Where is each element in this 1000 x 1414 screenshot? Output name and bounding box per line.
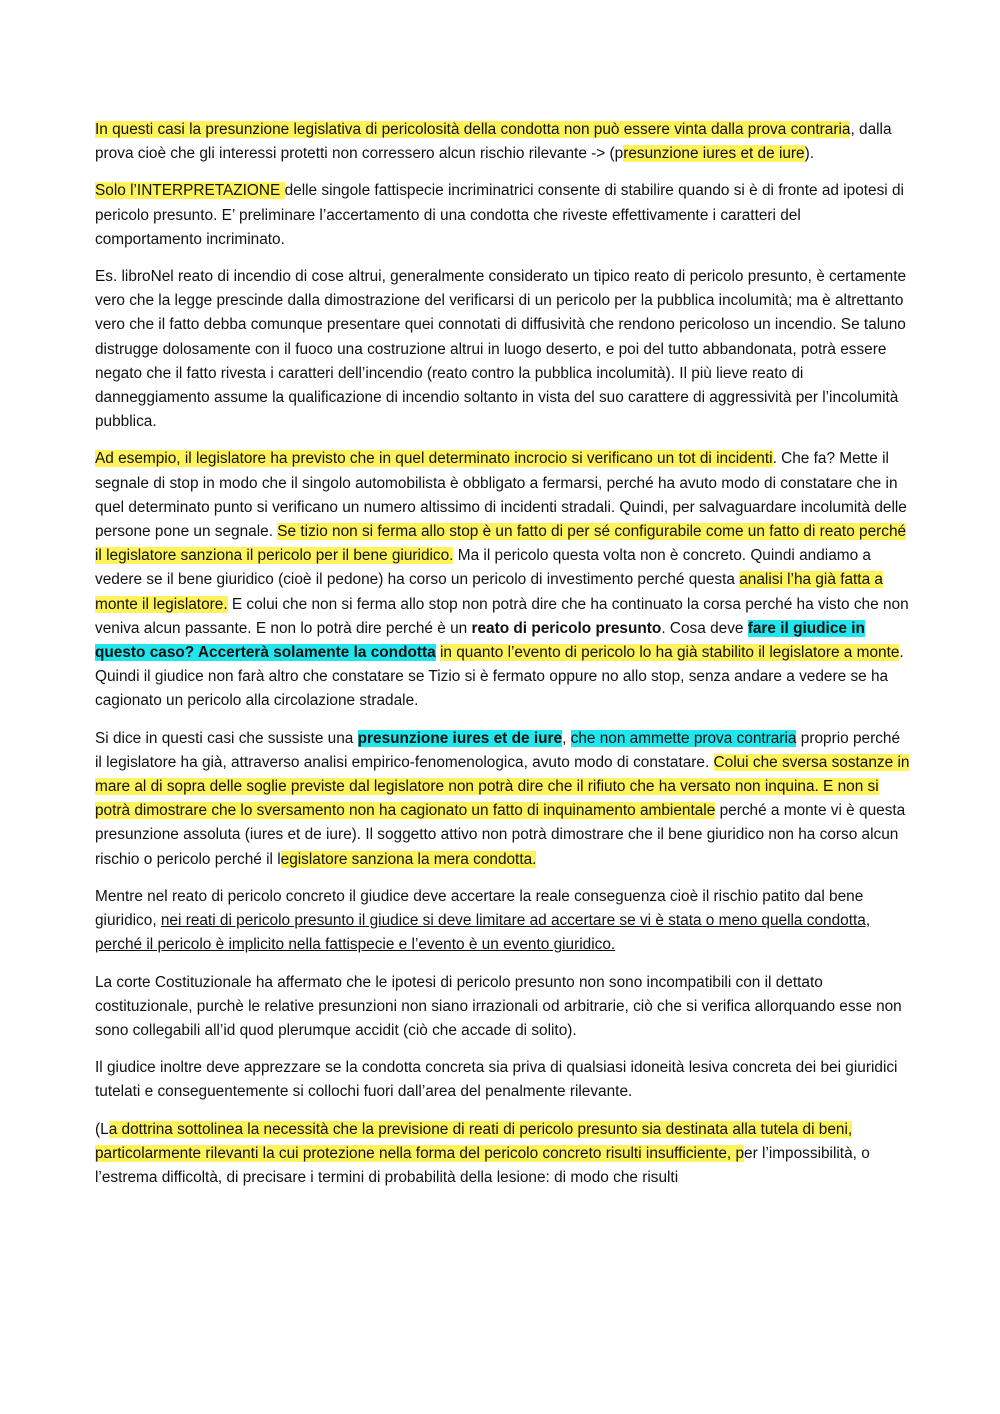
text-run: proprio perché il legislatore ha già, attraverso analisi empirico-fenomenologica, avuto modo di constatare. [95,729,901,771]
text-run: Solo l’INTERPRETAZIONE [95,182,285,200]
text-run: analisi l’ha già fatta a monte il legislatore. [95,571,883,613]
text-run: La corte Costituzionale ha affermato che le ipotesi di pericolo presunto non sono incompatibili con il dettato costituzionale, purchè le relative presunzioni non siano irrazionali od arbitrarie, ciò che si verifica allorquando esse non sono collegabili all’id quod plerumque accidit (ciò che accade di solito). [95,973,902,1039]
text-run: . Cosa deve [661,619,748,637]
text-run: che non ammette prova contraria [570,729,797,747]
text-run: fare il giudice in questo caso? Accerterà solamente la condotta [95,619,865,662]
text-run: in quanto l’evento di pericolo lo ha già stabilito il legislatore a monte [439,644,900,662]
text-run: Mentre nel reato di pericolo concreto il giudice deve accertare la reale conseguenza cioè il rischio patito dal bene giuridico, [95,887,864,930]
paragraph-pericolo-concreto [95,885,910,958]
text-run: presunzione iures et de iure [357,729,563,747]
text-run: Ad esempio, il legislatore ha previsto che in quel determinato incrocio si verificano un tot di incidenti [95,450,773,468]
paragraph-presunzione-assoluta [95,727,910,872]
paragraph-giudice [95,1056,910,1104]
text-run: (L [95,1120,109,1138]
text-run: Colui che sversa sostanze in mare al di sopra delle soglie previste dal legislatore non potrà dire che il rifiuto che ha versato non inquina. E non si potrà dimostrare che lo sversamento non ha cagionato un fatto di inquinamento ambientale [95,753,910,820]
text-run: Se tizio non si ferma allo stop è un fatto di per sé configurabile come un fatto di reato perché il legislatore sanziona il pericolo per il bene giuridico. [95,523,907,565]
paragraph-incendio-example [95,265,910,434]
text-run: In questi casi la presunzione legislativa di pericolosità della condotta non può essere vinta dalla prova contraria [95,121,851,138]
text-run: nei reati di pericolo presunto il giudice si deve limitare ad accertare se vi è stata o meno quella condotta, perché il pericolo è implicito nella fattispecie e l’evento è un evento giuridico. [95,912,871,954]
paragraph-interpretazione [95,179,910,252]
text-run: a dottrina sottolinea la necessità che la previsione di reati di pericolo presunto sia destinata alla tutela di beni, particolarmente rilevanti la cui protezione nella forma del pericolo concreto risulti insufficiente, p [95,1120,853,1162]
text-run: , dalla prova cioè che gli interessi protetti non corressero alcun rischio rilevante -> (p [95,121,892,163]
text-run: ). [804,145,815,163]
text-run: Si dice in questi casi che sussiste una [95,729,358,747]
document-page [95,118,910,1203]
text-run: Es. libroNel reato di incendio di cose altrui, generalmente considerato un tipico reato di pericolo presunto, è certamente vero che la legge prescinde dalla dimostrazione del verificarsi di un pericolo per la pubblica incolumità; ma è altrettanto vero che il fatto debba comunque presentare quei connotati di diffusività che rendono pericoloso un incendio. Se taluno distrugge dolosamente con il fuoco una costruzione altrui in luogo deserto, e poi del tutto abbandonata, potrà essere negato che il fatto rivesta i caratteri dell’incendio (reato contro la pubblica incolumità). Il più lieve reato di danneggiamento assume la qualificazione di incendio soltanto in vista del suo carattere di aggressività per l’incolumità pubblica. [95,268,907,431]
paragraph-dottrina [95,1118,910,1191]
text-run: resunzione iures et de iure [623,145,805,163]
text-run: delle singole fattispecie incriminatrici consente di stabilire quando si è di fronte ad ipotesi di pericolo presunto. E’ preliminare l’accertamento di una condotta che riveste effettivamente i caratteri del comportamento incriminato. [95,182,904,248]
text-run: reato di pericolo presunto [471,619,662,637]
text-run: . Che fa? Mette il segnale di stop in modo che il singolo automobilista è obbligato a fermarsi, perché ha avuto modo di constatare che in quel determinato punto si verificano un numero altissimo di incidenti stradali. Quindi, per salvaguardare incolumità delle persone pone un segnale. [95,450,907,541]
paragraph-presunzione-legislativa [95,118,910,166]
text-run: er l’impossibilità, o l’estrema difficoltà, di precisare i termini di probabilità della lesione: di modo che risulti [95,1144,870,1186]
paragraph-stop-example [95,447,910,713]
text-run: , [562,729,571,747]
paragraph-corte-costituzionale [95,971,910,1044]
text-run: Ma il pericolo questa volta non è concreto. Quindi andiamo a vedere se il bene giuridico (cioè il pedone) ha corso un pericolo di investimento perché questa [95,547,871,589]
text-run: E colui che non si ferma allo stop non potrà dire che ha continuato la corsa perché ha visto che non veniva alcun passante. E non lo potrà dire perché è un [95,595,909,637]
text-run: perché a monte vi è questa presunzione assoluta (iures et de iure). Il soggetto attivo non potrà dimostrare che il bene giuridico non ha corso alcun rischio o pericolo perché il l [95,802,906,868]
text-run: Il giudice inoltre deve apprezzare se la condotta concreta sia priva di qualsiasi idoneità lesiva concreta dei bei giuridici tutelati e conseguentemente si collochi fuori dall’area del penalmente rilevante. [95,1059,898,1101]
text-run: egislatore sanziona la mera condotta. [280,850,537,868]
text-run: . Quindi il giudice non farà altro che constatare se Tizio si è fermato oppure no allo stop, senza andare a vedere se ha cagionato un pericolo alla circolazione stradale. [95,644,904,710]
